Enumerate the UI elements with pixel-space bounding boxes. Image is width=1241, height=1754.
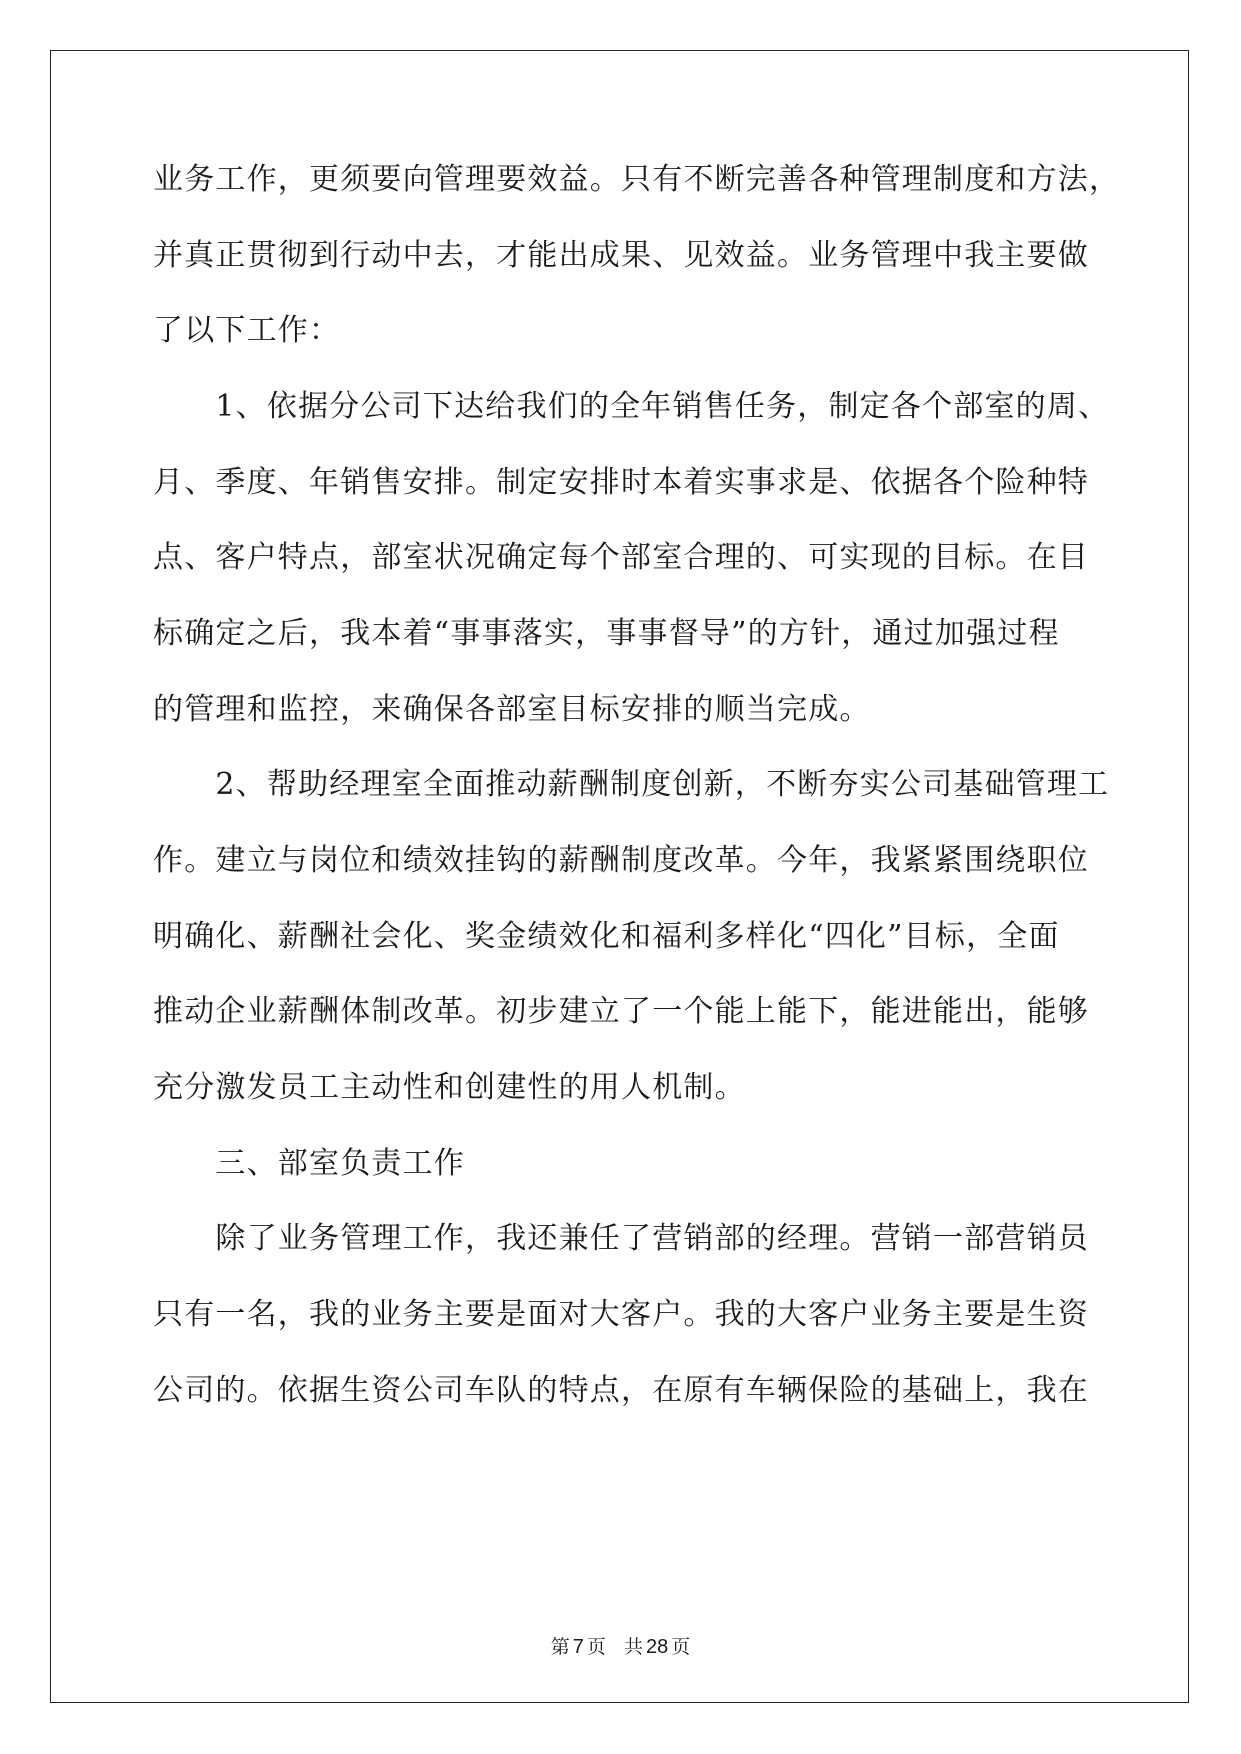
- text-line: 业务工作，更须要向管理要效益。只有不断完善各种管理制度和方法，: [153, 162, 1121, 197]
- text-line: 作。建立与岗位和绩效挂钩的薪酬制度改革。今年，我紧紧围绕职位: [153, 843, 1089, 878]
- text-line: 公司的。依据生资公司车队的特点，在原有车辆保险的基础上，我在: [153, 1373, 1089, 1408]
- text-line: 月、季度、年销售安排。制定安排时本着实事求是、依据各个险种特: [153, 465, 1089, 500]
- text-line: 2、帮助经理室全面推动薪酬制度创新，不断夯实公司基础管理工: [153, 767, 1110, 802]
- footer-total-pages: 28: [645, 1636, 669, 1658]
- text-line: 充分激发员工主动性和创建性的用人机制。: [153, 1070, 746, 1105]
- text-line: 并真正贯彻到行动中去，才能出成果、见效益。业务管理中我主要做: [153, 238, 1089, 273]
- page-footer: [0, 1635, 1241, 1659]
- text-line: 1、依据分公司下达给我们的全年销售任务，制定各个部室的周、: [153, 389, 1110, 424]
- text-line: 点、客户特点，部室状况确定每个部室合理的、可实现的目标。在目: [153, 540, 1089, 575]
- text-line: 除了业务管理工作，我还兼任了营销部的经理。营销一部营销员: [153, 1221, 1089, 1256]
- text-line: 的管理和监控，来确保各部室目标安排的顺当完成。: [153, 692, 871, 727]
- text-line: 只有一名，我的业务主要是面对大客户。我的大客户业务主要是生资: [153, 1297, 1089, 1332]
- footer-total-prefix: 共: [623, 1636, 643, 1658]
- text-line: 明确化、薪酬社会化、奖金绩效化和福利多样化“四化”目标，全面: [153, 919, 1060, 954]
- footer-total-suffix: 页: [671, 1636, 691, 1658]
- text-line: 了以下工作：: [153, 313, 341, 348]
- footer-page-number: 7: [572, 1636, 584, 1658]
- footer-page-prefix: 第: [550, 1636, 570, 1658]
- text-line: 三、部室负责工作: [153, 1146, 465, 1181]
- footer-page-suffix: 页: [586, 1636, 606, 1658]
- text-line: 标确定之后，我本着“事事落实，事事督导”的方针，通过加强过程: [153, 616, 1060, 651]
- text-line: 推动企业薪酬体制改革。初步建立了一个能上能下，能进能出，能够: [153, 994, 1089, 1029]
